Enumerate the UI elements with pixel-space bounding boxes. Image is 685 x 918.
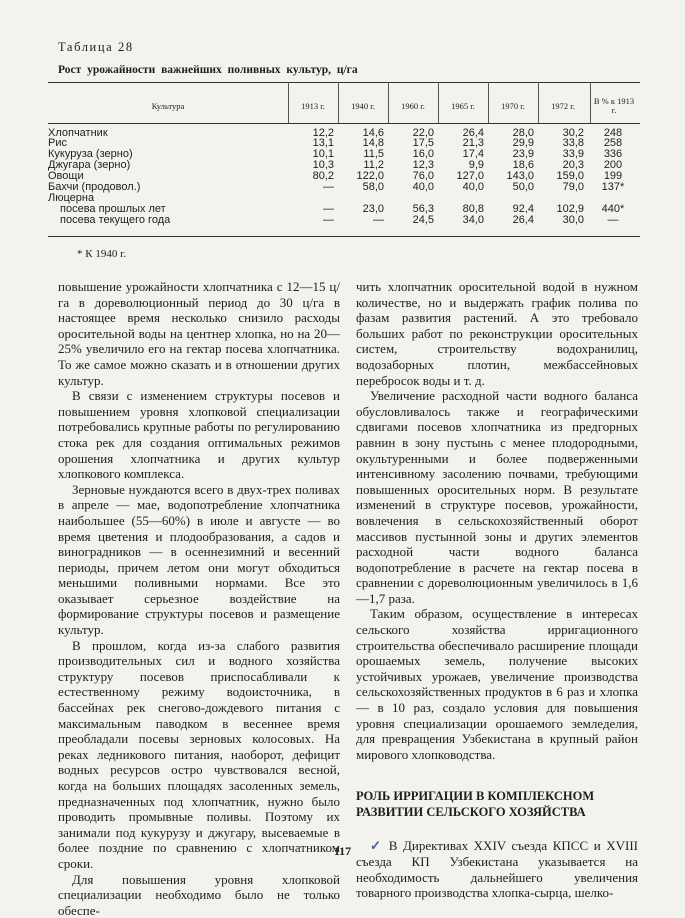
table-cell: 102,9	[556, 203, 584, 215]
table-cell: 9,9	[468, 159, 484, 171]
right-text-column	[356, 279, 638, 901]
header-1972: 1972 г.	[551, 100, 575, 111]
table-cell: 50,0	[512, 181, 534, 193]
row-label: Хлопчатник	[48, 127, 108, 139]
row-label: посева прошлых лет	[60, 203, 166, 215]
paragraph: Таким образом, осуществление в интересах сельского хозяйства ирригационного строительства обеспечивало расширение площади орошаемых земель, получение высоких устойчивых урожаев, увеличение производства сельскохозяйственных продуктов в 6 раз и хлопка — в 10 раз, создало условия для повышения уровня специализации орошаемого земледелия, для превращения Узбекистана в крупный район мирового хлопководства.	[356, 606, 638, 762]
table-bottom-rule	[48, 236, 640, 237]
table-cell: 336	[603, 148, 623, 160]
table-cell: 10,3	[312, 159, 334, 171]
header-1965: 1965 г.	[451, 100, 475, 111]
table-cell: —	[323, 181, 334, 193]
table-cell: 127,0	[456, 170, 484, 182]
table-cell: 14,8	[362, 137, 384, 149]
table-row	[48, 182, 640, 193]
row-label: Кукуруза (зерно)	[48, 148, 133, 160]
table-cell: 30,2	[562, 127, 584, 139]
header-divider	[388, 82, 389, 123]
header-1913: 1913 г.	[301, 100, 325, 111]
table-cell: —	[373, 214, 384, 226]
table-cell: 13,1	[312, 137, 334, 149]
check-mark-icon: ✓	[370, 838, 384, 854]
table-cell: —	[323, 214, 334, 226]
table-cell: 92,4	[512, 203, 534, 215]
paragraph: Увеличение расходной части водного баланса обусловливалось также и географическими сдвигами посевов хлопчатника из предгорных равнин в зону пустынь с менее плодородными, окультуренными и более подверженными интенсивному засолению почвами, требующими повышенных оросительных норм. В результате изменений в структуре посевов, урожайности, вовлечения в сельскохозяйственный оборот массивов пустынной зоны и других элементов расходной части водного баланса водопотребление в расчете на гектар посева в сравнении с дореволюционным увеличилось в 1,6—1,7 раза.	[356, 388, 638, 606]
table-cell: 159,0	[556, 170, 584, 182]
table-footnote: * К 1940 г.	[77, 248, 127, 260]
table-cell: 28,0	[512, 127, 534, 139]
table-cell: 10,1	[312, 148, 334, 160]
table-cell: 137*	[601, 181, 625, 193]
table-label: Таблица 28	[58, 40, 134, 54]
table-header-rule	[48, 123, 640, 124]
table-cell: 58,0	[362, 181, 384, 193]
header-1970: 1970 г.	[501, 100, 525, 111]
table-cell: 143,0	[506, 170, 534, 182]
row-label: Рис	[48, 137, 67, 149]
table-cell: 33,9	[562, 148, 584, 160]
table-cell: 200	[603, 159, 623, 171]
table-row	[48, 149, 640, 160]
table-row	[48, 138, 640, 149]
table-cell: 33,8	[562, 137, 584, 149]
table-cell: 16,0	[412, 148, 434, 160]
table-cell: 122,0	[356, 170, 384, 182]
table-cell: 22,0	[412, 127, 434, 139]
header-divider	[590, 82, 591, 123]
table-row	[48, 160, 640, 171]
table-cell: 248	[603, 127, 623, 139]
left-text-column	[58, 279, 340, 918]
header-divider	[488, 82, 489, 123]
table-cell: 29,9	[512, 137, 534, 149]
table-cell: 199	[603, 170, 623, 182]
table-cell: 14,6	[362, 127, 384, 139]
row-label: Люцерна	[48, 192, 95, 204]
table-cell: 12,2	[312, 127, 334, 139]
table-cell: 40,0	[412, 181, 434, 193]
page-number: 117	[333, 844, 352, 858]
section-heading: РОЛЬ ИРРИГАЦИИ В КОМПЛЕКСНОМ РАЗВИТИИ СЕЛЬСКОГО ХОЗЯЙСТВА	[356, 789, 595, 820]
table-cell: 34,0	[462, 214, 484, 226]
paragraph: Для повышения уровня хлопковой специализации необходимо было не только обеспе-	[58, 871, 340, 918]
paragraph: В связи с изменением структуры посевов и повышением уровня хлопковой специализации потребовались крупные работы по регулированию стока рек для создания оптимальных режимов орошения хлопчатника и других культур хлопкового комплекса.	[58, 388, 340, 482]
header-divider	[338, 82, 339, 123]
table-cell: 11,2	[363, 159, 384, 171]
table-row	[48, 215, 640, 226]
header-divider	[288, 82, 289, 123]
table-cell: 12,3	[412, 159, 434, 171]
row-label: Бахчи (продовол.)	[48, 181, 141, 193]
table-top-rule	[48, 82, 640, 83]
row-label: посева текущего года	[60, 214, 171, 226]
table-cell: 17,5	[412, 137, 434, 149]
table-cell: —	[607, 214, 619, 226]
table-cell: 26,4	[512, 214, 534, 226]
header-1960: 1960 г.	[401, 100, 425, 111]
row-label: Овощи	[48, 170, 84, 182]
table-cell: 17,4	[462, 148, 484, 160]
table-cell: 23,9	[512, 148, 534, 160]
table-cell: 440*	[601, 203, 625, 215]
header-percent-of-1913: В % к 1913 г.	[593, 96, 635, 115]
table-cell: 18,6	[512, 159, 534, 171]
table-cell: 23,0	[362, 203, 384, 215]
table-cell: 79,0	[562, 181, 584, 193]
table-cell: 20,3	[562, 159, 584, 171]
paragraph: Зерновые нуждаются всего в двух-трех поливах в апреле — мае, водопотребление хлопчатника наибольшее (55—60%) в июле и августе — во время цветения и плодообразования, а садов и виноградников — в осеннезимний и весенний периоды, причем летом они могут обходиться меньшими поливными нормами. Все это оказывает серьезное воздействие на формирование структуры посевов и размещение культур.	[58, 481, 340, 638]
table-cell: 21,3	[462, 137, 484, 149]
table-cell: —	[323, 203, 334, 215]
table-cell: 11,5	[363, 148, 384, 160]
row-label: Джугара (зерно)	[48, 159, 131, 171]
paragraph: чить хлопчатник оросительной водой в нужном количестве, но и выдержать график полива по фазам развития растений. А это требовало больших работ по реконструкции оросительных систем, строительству водохранилиц, водозаборных плотин, межбассейновых перебросок воды и т. д.	[356, 279, 638, 388]
table-cell: 30,0	[562, 214, 584, 226]
table-cell: 258	[603, 137, 623, 149]
table-cell: 80,8	[462, 203, 484, 215]
header-divider	[538, 82, 539, 123]
paragraph: В прошлом, когда из-за слабого развития производительных сил и водного хозяйства структуру посевов приспосабливали к естественному режиму водоисточника, в бассейнах рек снегово-дождевого питания с максимальным паводком в весеннее время преобладали посевы зерновых колосовых. На реках ледникового питания, наоборот, дефицит водных ресурсов остро чувствовался весной, когда на больших площадях засоленных земель, предназначенных под хлопчатник, нужно было проводить промывные поливы. Поэтому их занимали под кукурузу и джугару, высеваемые в более поздние по сравнению с хлопчатником сроки.	[58, 637, 340, 871]
paragraph: повышение урожайности хлопчатника с 12—15 ц/га в дореволюционный период до 30 ц/га в настоящее время несколько снизило расходы оросительной воды на центнер хлопка, но на 20—25% увеличило его на гектар посева хлопчатника. То же самое можно сказать и в отношении других культур.	[58, 279, 340, 388]
header-1940: 1940 г.	[351, 100, 375, 111]
table-cell: 24,5	[412, 214, 434, 226]
table-title: Рост урожайности важнейших поливных культур, ц/га	[58, 64, 358, 76]
table-cell: 26,4	[462, 127, 484, 139]
table-cell: 40,0	[462, 181, 484, 193]
table-cell: 76,0	[412, 170, 434, 182]
header-culture: Культура	[151, 100, 185, 111]
header-divider	[438, 82, 439, 123]
section-text: В Директивах XXIV съезда КПСС и XVIII съезда КП Узбекистана указывается на необходимость дальнейшего увеличения товарного производства хлопка-сырца, шелко-	[356, 838, 638, 901]
table-cell: 80,2	[312, 170, 334, 182]
table-cell: 56,3	[412, 203, 434, 215]
